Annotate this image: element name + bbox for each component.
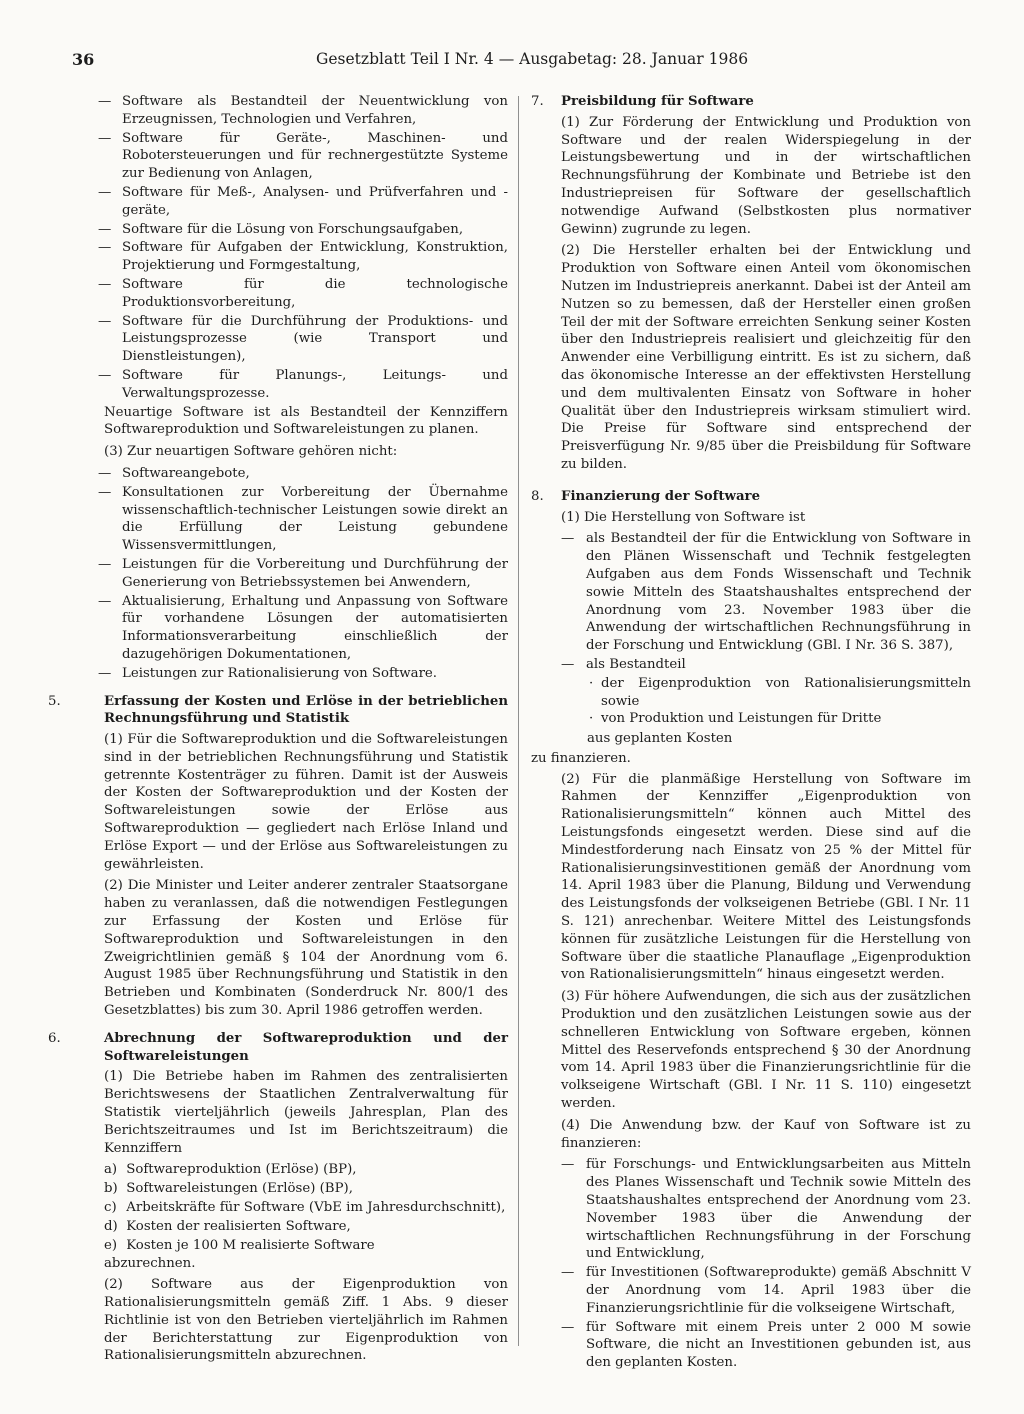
paragraph: (2) Für die planmäßige Herstellung von Software im Rahmen der Kennziffer „Eigenproduktion von Rationalisierungsmitteln“ können auch Mittel des Leistungsfonds eingesetzt werden. Diese sind auf die Mindestforderung nach Einsatz von 25 % der Mittel für Rationalisierungsinvestitionen gemäß der Anordnung vom 14. April 1983 über die Planung, Bildung und Verwendung des Leistungsfonds der volkseigenen Betriebe (GBl. I Nr. 11 S. 121) anrechenbar. Weitere Mittel des Leistungsfonds können für zusätzliche Leistungen für die Herstellung von Software über die staatliche Planauflage „Eigenproduktion von Rationalisierungsmitteln“ hinaus eingesetzt werden.	[561, 771, 971, 983]
dash-bullet: —	[561, 656, 575, 672]
list-item-text: als Bestandteil	[586, 656, 686, 672]
list-item-text: Software für die Lösung von Forschungsaufgaben,	[122, 221, 464, 237]
dash-bullet: —	[98, 130, 112, 146]
list-item	[104, 1237, 508, 1255]
list-item-text: Softwareangebote,	[122, 465, 250, 481]
dash-bullet: —	[561, 1319, 575, 1335]
list-item	[104, 1161, 508, 1179]
section-title: Preisbildung für Software	[561, 94, 754, 109]
paragraph: (2) Software aus der Eigenproduktion von Rationalisierungsmitteln gemäß Ziff. 1 Abs. 9 dieser Richtlinie ist von den Betrieben vierteljährlich im Rahmen der Berichterstattung zur Eigenproduktion von Rationalisierungsmitteln abzurechnen.	[104, 1277, 508, 1364]
list-item-text: Leistungen für die Vorbereitung und Durchführung der Generierung von Betriebssystemen bei Anwendern,	[122, 556, 508, 590]
list-item	[74, 367, 508, 403]
paragraph: (1) Für die Softwareproduktion und die Softwareleistungen sind in der betrieblichen Rechnungsführung und Statistik getrennte Kostenträger zu führen. Damit ist der Ausweis der Kosten der Softwareproduktion und der Kosten der Softwareleistungen sowie der Erlöse aus Softwareproduktion — gegliedert nach Erlöse Inland und Erlöse Export — und der Erlöse aus Softwareleistungen zu gewährleisten.	[104, 732, 508, 872]
paragraph: (4) Die Anwendung bzw. der Kauf von Software ist zu finanzieren:	[561, 1117, 971, 1151]
item-label: d)	[104, 1218, 118, 1234]
section-number: 6.	[48, 1030, 61, 1046]
section-heading	[531, 93, 971, 111]
dash-bullet: —	[561, 1157, 575, 1173]
dash-bullet: —	[98, 593, 112, 609]
paragraph: zu finanzieren.	[531, 750, 631, 766]
item-label: a)	[104, 1162, 118, 1178]
exclusion-list	[74, 465, 508, 683]
software-list	[74, 93, 508, 403]
list-item	[531, 530, 971, 655]
list-item-text: für Software mit einem Preis unter 2 000 M sowie Software, die nicht an Investitionen gebunden ist, aus den geplanten Kosten.	[586, 1319, 971, 1371]
paragraph: (1) Die Betriebe haben im Rahmen des zentralisierten Berichtswesens der Staatlichen Zentralverwaltung für Statistik vierteljährlich (jeweils Jahresplan, Plan des Berichtszeitraumes und Ist im Berichtszeitraum) die Kennziffern	[104, 1069, 508, 1156]
section-number: 8.	[531, 488, 544, 504]
page-header	[0, 50, 1024, 74]
list-item-text: Software für die technologische Produktionsvorbereitung,	[122, 276, 508, 310]
list-item-text: Software für Meß-, Analysen- und Prüfverfahren und -geräte,	[122, 184, 508, 218]
list-item-text: von Produktion und Leistungen für Dritte	[601, 711, 882, 727]
list-item-text: Kosten je 100 M realisierte Software	[126, 1237, 375, 1253]
list-item	[104, 1199, 508, 1217]
list-item-text: Kosten der realisierten Software,	[126, 1218, 351, 1234]
paragraph: aus geplanten Kosten	[587, 731, 733, 747]
paragraph: (1) Die Herstellung von Software ist	[561, 509, 806, 525]
list-item	[531, 1264, 971, 1317]
section-number: 5.	[48, 693, 61, 709]
page-number: 36	[72, 50, 95, 69]
list-item	[74, 184, 508, 220]
paragraph: (2) Die Minister und Leiter anderer zentraler Staatsorgane haben zu veranlassen, daß die notwendigen Festlegungen zur Erfassung der Kosten und Erlöse für Softwareproduktion und Softwareleistungen in den Zweigrichtlinien gemäß § 104 der Anordnung vom 6. August 1985 über Rechnungsführung und Statistik in den Betrieben und Kombinaten (Sonderdruck Nr. 800/1 des Gesetzblattes) bis zum 30. April 1986 getroffen werden.	[104, 878, 508, 1019]
list-item	[531, 1156, 971, 1263]
sub-list-item	[531, 710, 971, 728]
dash-bullet: —	[98, 484, 112, 500]
list-item-text: Arbeitskräfte für Software (VbE im Jahresdurchschnitt),	[126, 1200, 506, 1216]
section-title: Finanzierung der Software	[561, 488, 761, 504]
list-item-text: Software für die Durchführung der Produktions- und Leistungsprozesse (wie Transport und Dienstleistungen),	[122, 313, 508, 365]
list-item	[74, 239, 508, 275]
list-item-text: als Bestandteil der für die Entwicklung von Software in den Plänen Wissenschaft und Technik festgelegten Aufgaben aus dem Fonds Wissenschaft und Technik sowie Mitteln des Staatshaushaltes entsprechend der Anordnung vom 23. November 1983 über die Anwendung der wirtschaftlichen Rechnungsführung in der Forschung und Entwicklung (GBl. I Nr. 36 S. 387),	[586, 531, 971, 654]
header-title: Gesetzblatt Teil I Nr. 4 — Ausgabetag: 28. Januar 1986	[316, 50, 749, 68]
list-item-text: Konsultationen zur Vorbereitung der Übernahme wissenschaftlich-technischer Leistungen sowie direkt an die Erfüllung der Leistung gebundene Wissensvermittlungen,	[122, 484, 508, 554]
section-title: Erfassung der Kosten und Erlöse in der betrieblichen Rechnungsführung und Statistik	[104, 693, 508, 727]
list-item-text: Software für Planungs-, Leitungs- und Verwaltungsprozesse.	[122, 367, 508, 401]
paragraph: Neuartige Software ist als Bestandteil der Kennziffern Softwareproduktion und Softwareleistungen zu planen.	[104, 404, 508, 438]
list-item	[104, 1218, 508, 1236]
item-label: e)	[104, 1237, 118, 1253]
right-column	[531, 93, 971, 1371]
section-heading	[531, 488, 971, 506]
list-item	[74, 276, 508, 312]
dash-bullet: —	[98, 367, 112, 383]
list-item	[74, 93, 508, 129]
item-label: c)	[104, 1200, 117, 1216]
paragraph: (2) Die Hersteller erhalten bei der Entwicklung und Produktion von Software einen Anteil vom ökonomischen Nutzen im Industriepreis anerkannt. Dabei ist der Anteil am Nutzen so zu bemessen, daß der Hersteller einen großen Teil der mit der Software erreichten Senkung seiner Kosten über den Industriepreis realisiert und gleichzeitig für den Anwender eine Verbilligung eintritt. Es ist zu sichern, daß das ökonomische Interesse an der effektivsten Herstellung und dem multivalenten Einsatz von Software in hoher Qualität über den Industriepreis wirksam stimuliert wird. Die Preise für Software sind entsprechend der Preisverfügung Nr. 9/85 über die Preisbildung für Software zu bilden.	[561, 243, 971, 472]
list-item-text: Software als Bestandteil der Neuentwicklung von Erzeugnissen, Technologien und Verfahren,	[122, 94, 508, 127]
list-item	[74, 665, 508, 683]
list-item	[74, 221, 508, 239]
paragraph: abzurechnen.	[104, 1256, 196, 1272]
dash-bullet: —	[98, 184, 112, 200]
list-item-text: Aktualisierung, Erhaltung und Anpassung von Software für vorhandene Lösungen der automatisierten Informationsverarbeitung einschließlich der dazugehörigen Dokumentationen,	[122, 593, 508, 662]
dash-bullet: —	[98, 465, 112, 481]
left-column	[48, 93, 508, 1364]
dash-bullet: —	[98, 556, 112, 572]
dash-bullet: —	[561, 531, 575, 547]
sub-list-item	[531, 675, 971, 711]
list-item	[531, 656, 971, 674]
dash-bullet: —	[98, 240, 112, 256]
section-number: 7.	[531, 94, 544, 109]
dot-bullet: ·	[589, 711, 594, 727]
list-item-text: Softwareproduktion (Erlöse) (BP),	[126, 1162, 357, 1178]
financing-list	[531, 1156, 971, 1372]
column-divider	[518, 96, 519, 1346]
paragraph: (1) Zur Förderung der Entwicklung und Produktion von Software und der realen Widerspiegelung in der Leistungsbewertung und in der wirtschaftlichen Rechnungsführung der Kombinate und Betriebe ist den Industriepreisen für Software der gesellschaftlich notwendige Aufwand (Selbstkosten plus normativer Gewinn) zugrunde zu legen.	[561, 114, 971, 237]
section-title: Abrechnung der Softwareproduktion und der Softwareleistungen	[104, 1030, 508, 1064]
dash-bullet: —	[98, 665, 112, 681]
dot-bullet: ·	[589, 675, 594, 691]
list-item-text: der Eigenproduktion von Rationalisierungsmitteln sowie	[601, 675, 971, 709]
list-item	[74, 313, 508, 366]
kennziffern-list	[74, 1161, 508, 1254]
list-item-text: für Forschungs- und Entwicklungsarbeiten aus Mitteln des Planes Wissenschaft und Technik sowie Mitteln des Staatshaushaltes entsprechend der Anordnung vom 23. November 1983 über die Anwendung der wirtschaftlichen Rechnungsführung in der Forschung und Entwicklung,	[586, 1157, 971, 1262]
list-item	[74, 556, 508, 592]
dash-bullet: —	[98, 276, 112, 292]
list-item-text: Software für Geräte-, Maschinen- und Robotersteuerungen und für rechnergestützte Systeme zur Bedienung von Anlagen,	[122, 130, 508, 182]
dash-bullet: —	[561, 1265, 575, 1281]
dash-bullet: —	[98, 94, 112, 109]
list-item-text: Leistungen zur Rationalisierung von Software.	[122, 665, 438, 681]
list-item	[104, 1180, 508, 1198]
paragraph: (3) Für höhere Aufwendungen, die sich aus der zusätzlichen Produktion und den zusätzlichen Leistungen sowie aus der schnelleren Entwicklung von Software ergeben, können Mittel des Reservefonds entsprechend § 30 der Anordnung vom 14. April 1983 über die Finanzierungsrichtlinie für die volkseigene Wirtschaft (GBl. I Nr. 11 S. 110) eingesetzt werden.	[561, 989, 971, 1112]
section-heading	[48, 1030, 508, 1066]
dash-bullet: —	[98, 313, 112, 329]
item-label: b)	[104, 1181, 118, 1197]
list-item-text: für Investitionen (Softwareprodukte) gemäß Abschnitt V der Anordnung vom 14. April 1983 über die Finanzierungsrichtlinie für die volkseigene Wirtschaft,	[586, 1265, 971, 1316]
list-item	[531, 1319, 971, 1372]
list-item	[74, 593, 508, 664]
list-item	[74, 465, 508, 483]
list-item	[74, 484, 508, 555]
list-item-text: Softwareleistungen (Erlöse) (BP),	[126, 1181, 353, 1197]
paragraph: (3) Zur neuartigen Software gehören nicht:	[104, 444, 398, 460]
list-item-text: Software für Aufgaben der Entwicklung, Konstruktion, Projektierung und Formgestaltung,	[122, 240, 508, 274]
section-heading	[48, 693, 508, 729]
dash-bullet: —	[98, 221, 112, 237]
list-item	[74, 130, 508, 183]
